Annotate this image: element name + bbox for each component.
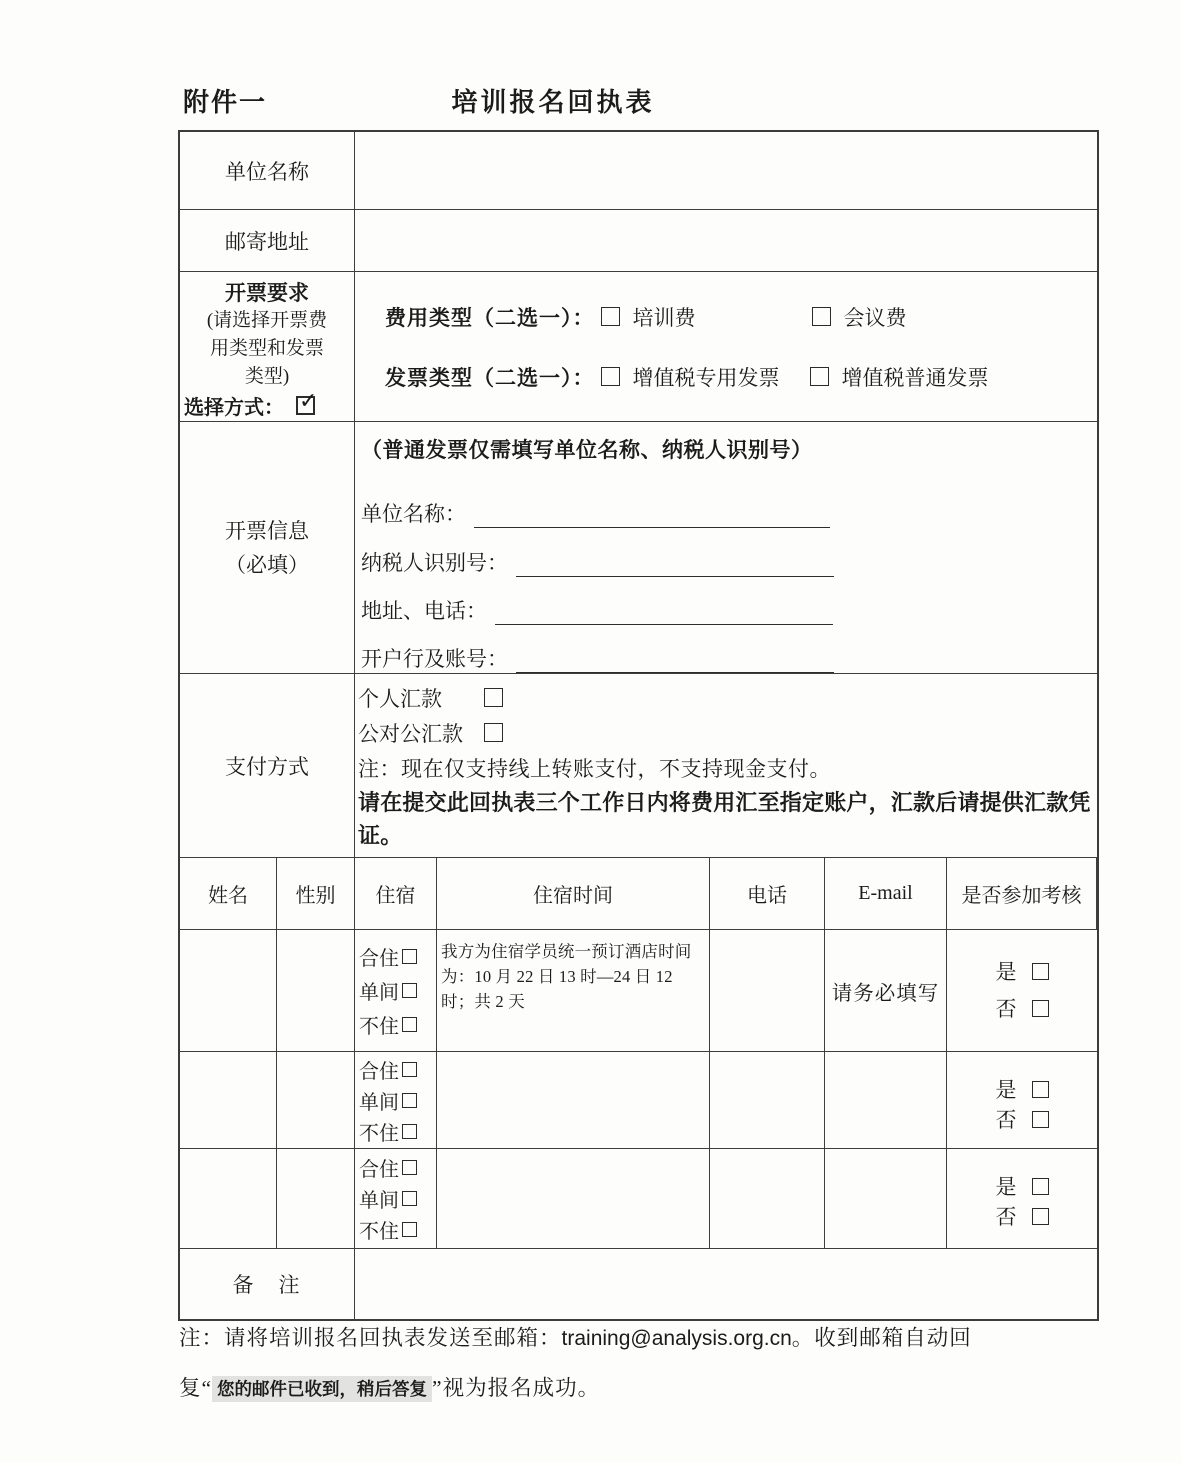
payment-bold-note: 请在提交此回执表三个工作日内将费用汇至指定账户，汇款后请提供汇款凭证。 [358, 790, 1091, 848]
gender-input-cell[interactable] [277, 930, 355, 1052]
single-room-checkbox[interactable] [402, 983, 417, 998]
share-room-checkbox[interactable] [402, 1062, 417, 1077]
invoice-info-hint: （普通发票仅需填写单位名称、纳税人识别号） [361, 438, 813, 462]
exam-choice-cell: 是 否 [947, 1052, 1097, 1149]
corporate-remittance-checkbox[interactable] [484, 723, 503, 742]
invoice-option-1-label: 增值税专用发票 [632, 365, 780, 390]
exam-yes-checkbox[interactable] [1032, 1178, 1049, 1195]
header-exam: 是否参加考核 [947, 858, 1097, 930]
phone-input-cell[interactable] [710, 1052, 825, 1149]
exam-yes-checkbox[interactable] [1032, 963, 1049, 980]
address-phone-blank[interactable] [495, 598, 833, 625]
invoice-info-label-cell: 开票信息 （必填） [180, 422, 355, 674]
header-gender: 性别 [277, 858, 355, 930]
check-mark-icon: ✓ [299, 389, 318, 414]
name-input-cell[interactable] [180, 1149, 277, 1249]
unit-name-blank[interactable] [474, 501, 830, 528]
phone-input-cell[interactable] [710, 1149, 825, 1249]
name-input-cell[interactable] [180, 930, 277, 1052]
exam-choice-cell: 是 否 [947, 930, 1097, 1052]
remark-label: 备 注 [180, 1249, 355, 1319]
phone-input-cell[interactable] [710, 930, 825, 1052]
page-title: 培训报名回执表 [451, 88, 655, 117]
fee-type-line [385, 302, 1097, 332]
mail-address-input-cell[interactable] [355, 210, 1097, 272]
taxpayer-id-blank[interactable] [516, 550, 834, 577]
personal-remittance-line: 个人汇款 [358, 680, 1093, 715]
select-method-line: 选择方式： ✓ [184, 389, 318, 419]
fee-option-1-label: 培训费 [632, 305, 696, 330]
exam-yes-checkbox[interactable] [1032, 1081, 1049, 1098]
share-room-checkbox[interactable] [402, 949, 417, 964]
invoice-type-line [385, 362, 1097, 392]
corporate-remittance-line: 公对公汇款 [358, 715, 1093, 750]
payment-note: 注：现在仅支持线上转账支付，不支持现金支付。 [358, 757, 831, 781]
invoice-request-title: 开票要求 [225, 281, 309, 305]
fee-option-2-label: 会议费 [843, 305, 907, 330]
lodging-time-input-cell[interactable] [437, 1149, 710, 1249]
general-vat-invoice-checkbox[interactable] [810, 367, 829, 386]
name-input-cell[interactable] [180, 1052, 277, 1149]
payment-options-cell [355, 674, 1097, 858]
special-vat-invoice-checkbox[interactable] [601, 367, 620, 386]
field-bank-account: 开户行及账号： [361, 625, 1097, 673]
unit-name-label: 单位名称 [180, 132, 355, 210]
exam-no-checkbox[interactable] [1032, 1000, 1049, 1017]
auto-reply-highlight: 您的邮件已收到，稍后答复 [212, 1376, 432, 1402]
email-address: training@analysis.org.cn [561, 1327, 792, 1350]
footer-line-2: 复“ 您的邮件已收到，稍后答复 ”视为报名成功。 [179, 1376, 601, 1400]
training-fee-checkbox[interactable] [601, 307, 620, 326]
email-input-cell[interactable] [825, 1052, 947, 1149]
attachment-label: 附件一 [183, 88, 268, 117]
email-input-cell[interactable] [825, 1149, 947, 1249]
exam-no-checkbox[interactable] [1032, 1208, 1049, 1225]
registration-form-table [178, 130, 1099, 1321]
header-lodging: 住宿 [355, 858, 437, 930]
fee-type-label: 费用类型（二选一）： [385, 305, 595, 330]
footer-note [179, 1322, 1059, 1405]
field-address-phone: 地址、电话： [361, 577, 1097, 625]
conference-fee-checkbox[interactable] [812, 307, 831, 326]
header-lodging-time: 住宿时间 [437, 858, 710, 930]
no-room-checkbox[interactable] [402, 1222, 417, 1237]
unit-name-input-cell[interactable] [355, 132, 1097, 210]
gender-input-cell[interactable] [277, 1052, 355, 1149]
bank-account-blank[interactable] [516, 646, 834, 673]
lodging-options-cell: 合住 单间 不住 [355, 930, 437, 1052]
field-unit-name: 单位名称： [361, 480, 1097, 528]
email-required-note: 请务必填写 [825, 930, 947, 1052]
invoice-request-note: (请选择开票费 用类型和发票 类型) [206, 310, 328, 387]
no-room-checkbox[interactable] [402, 1124, 417, 1139]
exam-no-checkbox[interactable] [1032, 1111, 1049, 1128]
invoice-request-options-cell [355, 272, 1097, 422]
field-taxpayer-id: 纳税人识别号： [361, 528, 1097, 576]
checked-checkbox-icon[interactable] [296, 389, 318, 415]
mail-address-label: 邮寄地址 [180, 210, 355, 272]
lodging-options-cell: 合住 单间 不住 [355, 1052, 437, 1149]
invoice-type-label: 发票类型（二选一）： [385, 365, 595, 390]
header-phone: 电话 [710, 858, 825, 930]
share-room-checkbox[interactable] [402, 1160, 417, 1175]
header-name: 姓名 [180, 858, 277, 930]
lodging-time-input-cell[interactable] [437, 1052, 710, 1149]
personal-remittance-checkbox[interactable] [484, 688, 503, 707]
lodging-options-cell: 合住 单间 不住 [355, 1149, 437, 1249]
footer-line-1: 注：请将培训报名回执表发送至邮箱：training@analysis.org.cn。收到邮箱自动回 [179, 1326, 972, 1350]
payment-label: 支付方式 [180, 674, 355, 858]
remark-input-cell[interactable] [355, 1249, 1097, 1319]
lodging-time-note: 我方为住宿学员统一预订酒店时间为：10 月 22 日 13 时—24 日 12 时；共 2 天 [437, 930, 710, 1052]
no-room-checkbox[interactable] [402, 1017, 417, 1032]
header-email: E-mail [825, 858, 947, 930]
single-room-checkbox[interactable] [402, 1191, 417, 1206]
invoice-info-fields-cell [355, 422, 1097, 674]
invoice-request-label-cell [180, 272, 355, 422]
invoice-option-2-label: 增值税普通发票 [841, 365, 989, 390]
exam-choice-cell: 是 否 [947, 1149, 1097, 1249]
gender-input-cell[interactable] [277, 1149, 355, 1249]
single-room-checkbox[interactable] [402, 1093, 417, 1108]
